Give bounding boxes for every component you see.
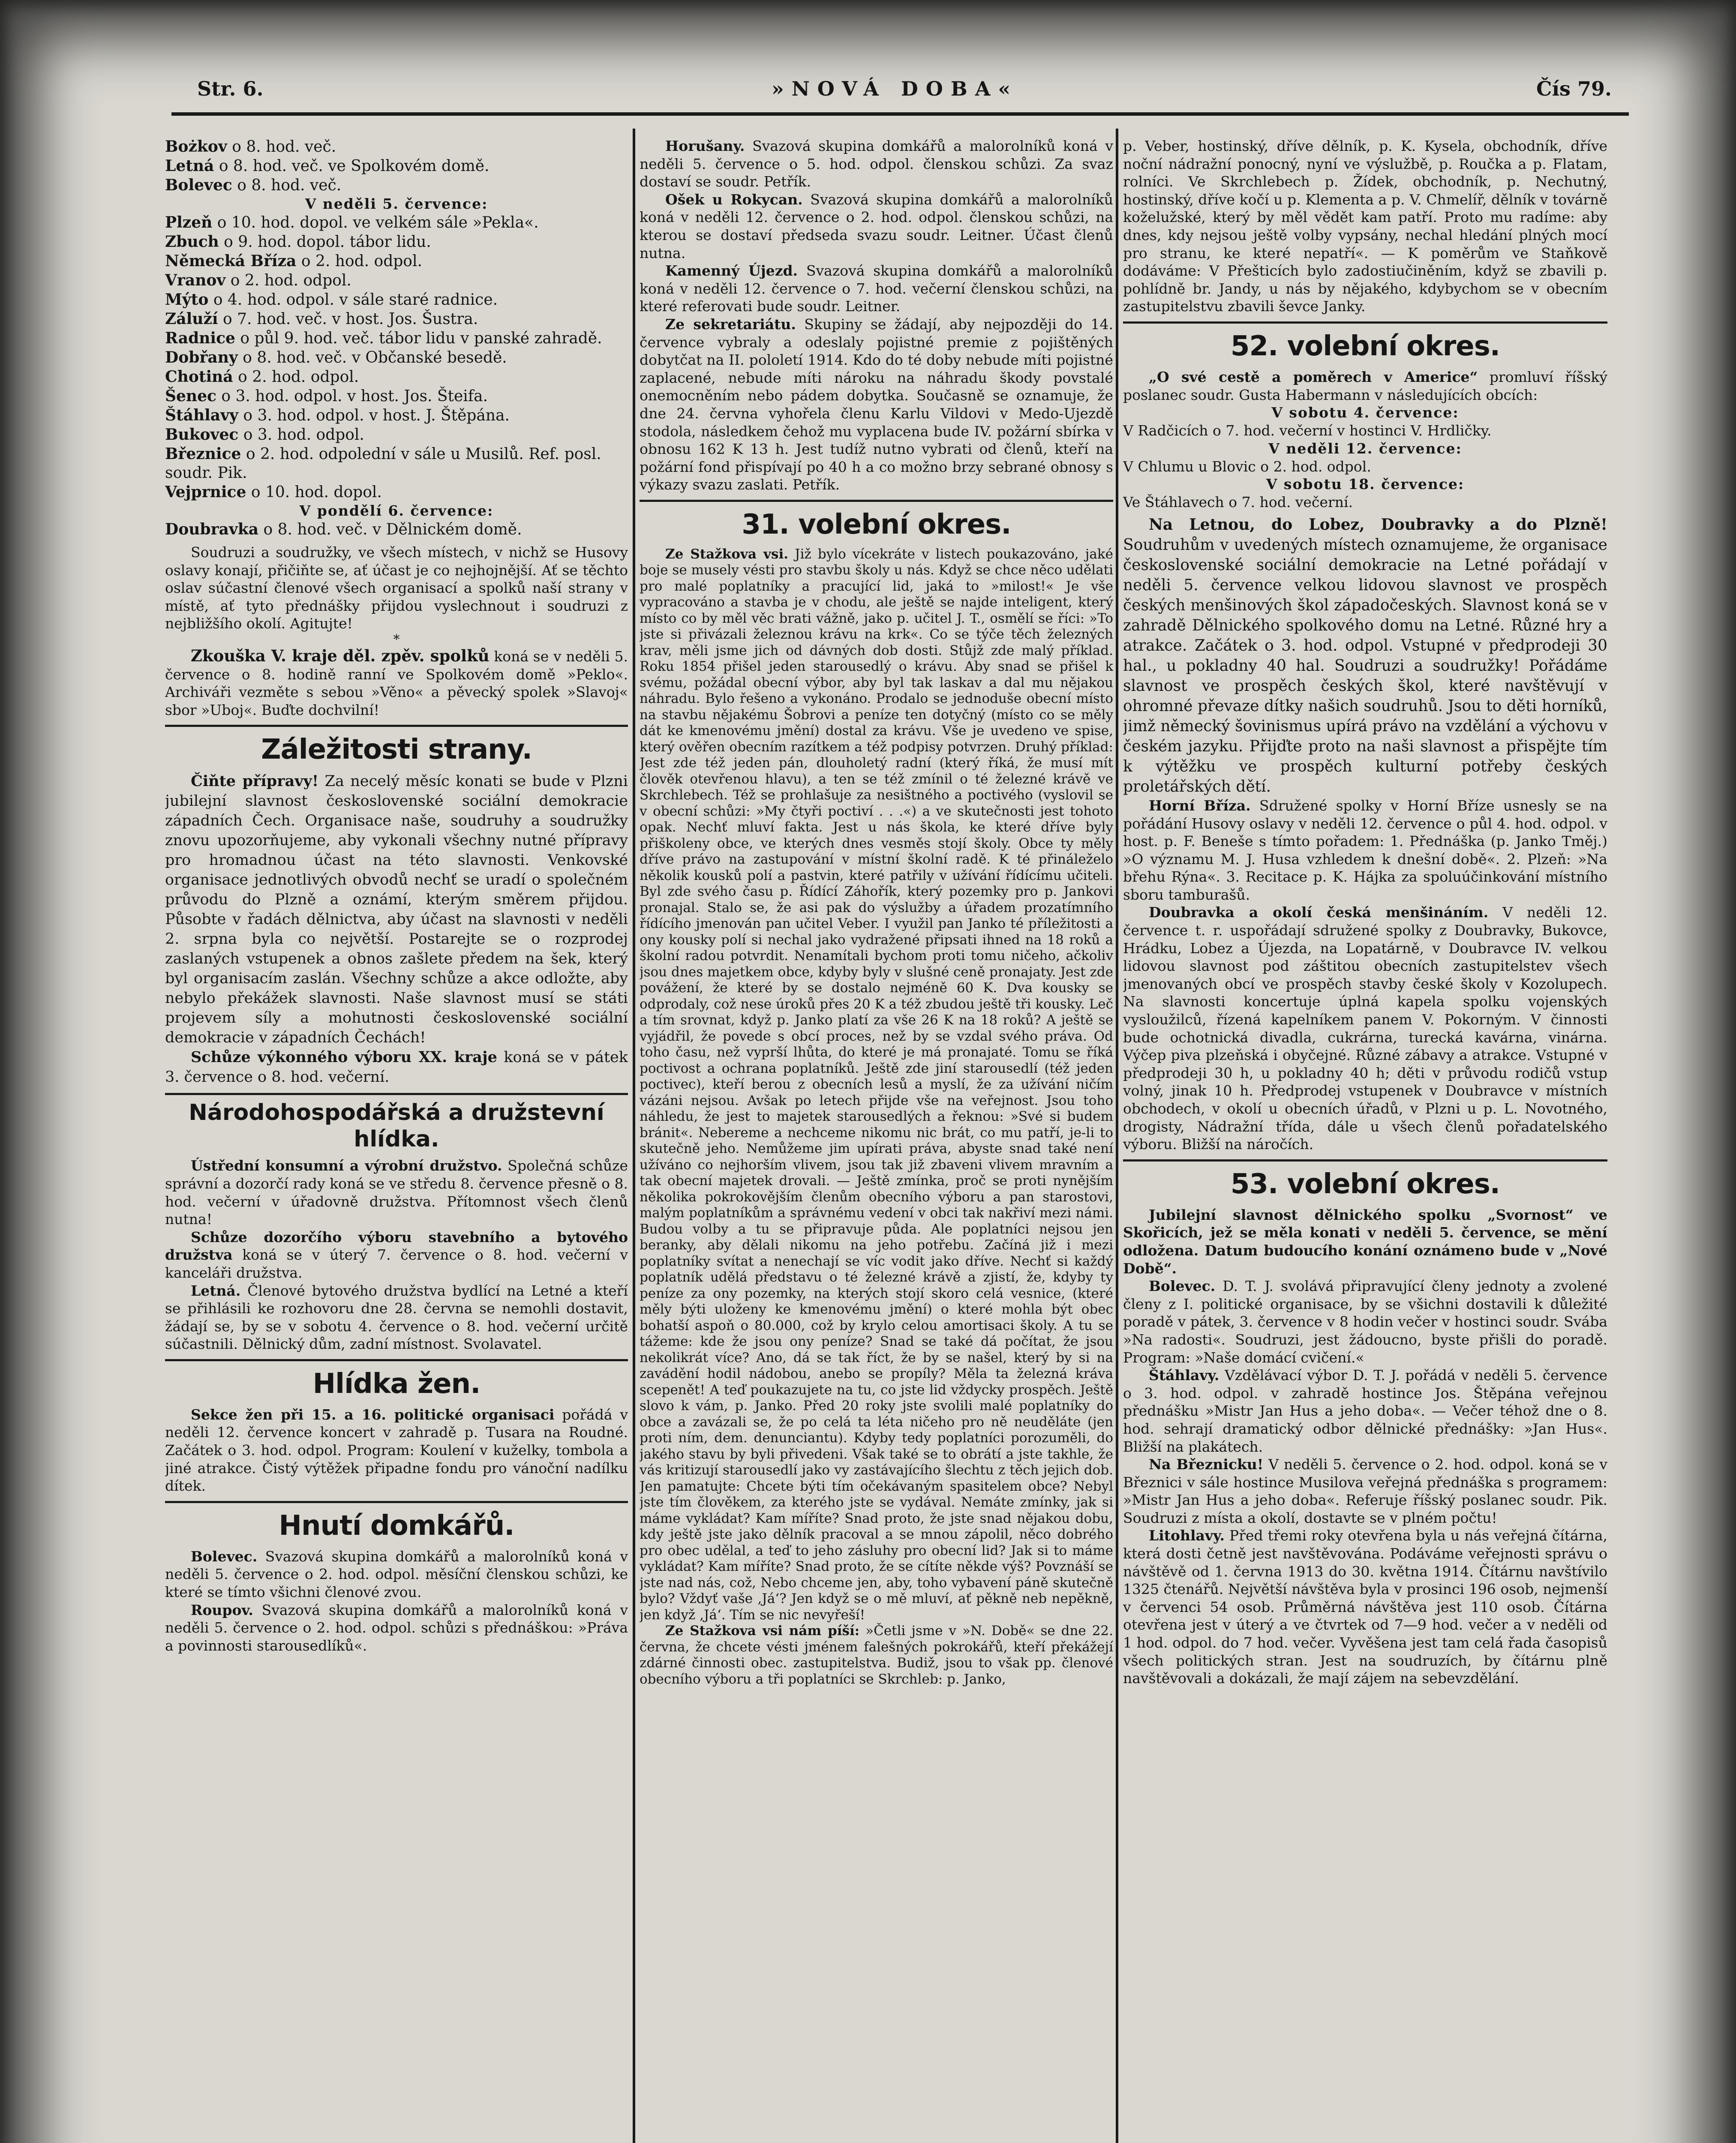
article-paragraph: Ze Stažkova vsi nám píší: »Četli jsme v »N. Době« se dne 22. června, že chcete vésti jménem falešných pokrokářů, kteří překážejí zdárné činnosti obec. zastupitelstva. Budiž, jsou to však pp. členové obecního výboru a tři poplatníci se Skrchleb: p. Janko, (640, 1623, 1113, 1687)
schedule-item: Plzeň o 10. hod. dopol. ve velkém sále »Pekla«. (165, 213, 539, 231)
article-paragraph: Soudruzi a soudružky, ve všech místech, v nichž se Husovy oslavy konají, přičiňte se, ať účast je co nejhojnější. Ať se těchto oslav súčastní členové všech organisací a spolků naší strany v místě, ať tyto přednášky přijdou vyslechnout i soudruzi z nejbližšího okolí. Agitujte! (165, 544, 628, 632)
issue-number: Čís 79. (1536, 77, 1612, 100)
column-divider (1116, 129, 1118, 2143)
article-paragraph: „O své cestě a poměrech v Americe“ promluví říšský poslanec soudr. Gusta Habermann v následujících obcích: (1123, 368, 1607, 403)
article-paragraph: Ústřední konsumní a výrobní družstvo. Společná schůze správní a dozorčí rady koná se ve středu 8. července přesně o 8. hod. večerní v úřadovně družstva. Přítomnost všech členů nutna! (165, 1157, 628, 1228)
article-paragraph: Roupov. Svazová skupina domkářů a malorolníků koná v neděli 5. července o 2. hod. odpol. schůzi s přednáškou: »Práva a povinnosti starousedlíků«. (165, 1601, 628, 1654)
schedule-day: V sobotu 18. července: (1266, 476, 1465, 493)
section-rule (1123, 1159, 1607, 1162)
article-paragraph: Na Březnicku! V neděli 5. července o 2. hod. odpol. koná se v Březnici v sále hostince Musilova veřejná přednáška s programem: »Mistr Jan Hus a jeho doba«. Referuje říšský poslanec soudr. Pik. Soudruzi z místa a okolí, dostavte se v plném počtu! (1123, 1456, 1607, 1526)
schedule-item: Březnice o 2. hod. odpolední v sále u Musilů. Ref. posl. soudr. Pik. (165, 445, 601, 482)
article-paragraph: Zkouška V. kraje děl. zpěv. spolků koná se v neděli 5. července o 8. hodině ranní ve Spolkovém domě »Peklo«. Archiváři vezměte s sebou »Věno« a pěvecký spolek »Slavoj« sbor »Uboj«. Buďte dochvilní! (165, 646, 628, 718)
schedule-item: Šenec o 3. hod. odpol. v host. Jos. Šteifa. (165, 387, 488, 405)
article-paragraph: Schůze výkonného výboru XX. kraje koná se v pátek 3. července o 8. hod. večerní. (165, 1048, 628, 1086)
schedule-item: Chotiná o 2. hod. odpol. (165, 368, 359, 386)
schedule-day: V neděli 12. července: (1268, 440, 1462, 457)
schedule-item: Ve Štáhlavech o 7. hod. večerní. (1123, 494, 1353, 511)
schedule-item: Mýto o 4. hod. odpol. v sále staré radnice. (165, 291, 498, 309)
article-paragraph: Na Letnou, do Lobez, Doubravky a do Plzně! Soudruhům v uvedených místech oznamujeme, že organisace československé sociální demokracie na Letné pořádají v neděli 5. července velkou lidovou slavnost ve prospěch českých menšinových škol západočeských. Slavnost koná se v zahradě Dělnického spolkového domu na Letné. Různé hry a atrakce. Začátek o 3. hod. odpol. Vstupné v předprodeji 30 hal., u pokladny 40 hal. Soudruzi a soudružky! Pořádáme slavnost ve prospěch českých škol, které navštěvují v ohromné převaze dítky našich soudruhů. Jsou to děti horníků, jimž německý šovinismus upírá právo na vzdělání a výchovu v českém jazyku. Přijďte proto na naši slavnost a přispějte tím k výtěžku ve prospěch kulturní potřeby českých proletářských dětí. (1123, 515, 1607, 795)
article-paragraph: Čiňte přípravy! Za necelý měsíc konati se bude v Plzni jubilejní slavnost československé sociální demokracie západních Čech. Organisace naše, soudruhy a soudružky znovu upozorňujeme, aby vykonali všechny nutné přípravy pro hromadnou účast na této slavnosti. Venkovské organisace jednotlivých obvodů nechť se uradí o společném průvodu do Plzně a oznámí, kterým směrem přijdou. Působte v řadách dělnictva, aby účast na slavnosti v neděli 2. srpna byla co největší. Postarejte se o rozprodej zaslaných vstupenek a obnos zašlete předem na šek, který byl organisacím zaslán. Všechny schůze a akce odložte, aby nebylo překážek slavnosti. Naše slavnost musí se státi projevem síly a mohutnosti československé sociální demokracie v západních Čechách! (165, 772, 628, 1047)
schedule-item: Bolevec o 8. hod. več. (165, 176, 342, 194)
section-heading: Hlídka žen. (312, 1368, 481, 1400)
section-heading: 31. volební okres. (742, 508, 1011, 540)
article-paragraph: Ze sekretariátu. Skupiny se žádají, aby nejpozději do 14. července vybraly a odeslaly pojistné premie z pojištěných dobytčat na II. pololetí 1914. Kdo do té doby nebude míti pojistné zaplacené, nebude míti nároku na náhradu škody povstalé onemocněním nebo pádem dobytka. Současně se oznamuje, že dne 24. června vyhořela členu Karlu Vildovi v Medo-Ujezdě stodola, následkem čehož mu vyplacena bude IV. požární sbírka v obnosu 162 K 13 h. Jest tudíž nutno vybrati od členů, kteří na požární fond přispívají po 40 h a co možno brzy sebrané obnosy s výkazy svazu zaslati. Petřík. (640, 315, 1113, 493)
separator-asterisk: * (393, 632, 400, 647)
section-rule (165, 1359, 628, 1361)
section-heading: Záležitosti strany. (261, 734, 532, 766)
column-middle (640, 137, 1113, 2143)
schedule-item: Bożkov o 8. hod. več. (165, 138, 336, 156)
section-rule (1123, 321, 1607, 324)
schedule-item: Bukovec o 3. hod. odpol. (165, 426, 364, 444)
article-paragraph: Schůze dozorčího výboru stavebního a bytového družstva koná se v úterý 7. července o 8. hod. večerní v kanceláři družstva. (165, 1228, 628, 1281)
schedule-list (165, 213, 628, 502)
schedule-item: Záluží o 7. hod. več. v host. Jos. Šustra. (165, 310, 478, 328)
schedule-item: V Chlumu u Blovic o 2. hod. odpol. (1123, 458, 1371, 475)
section-heading: 53. volební okres. (1230, 1168, 1500, 1200)
section-heading: 52. volební okres. (1230, 330, 1500, 362)
article-paragraph: Letná. Členové bytového družstva bydlící na Letné a kteří se přihlásili ke rozhovoru dne 28. června se nemohli dostavit, žádají se, by se v sobotu 4. července o 8. hod. večerní určitě súčastnili. Dělnický dům, zadní místnost. Svolavatel. (165, 1282, 628, 1353)
article-paragraph: Horní Bříza. Sdružené spolky v Horní Bříze usnesly se na pořádání Husovy oslavy v neděli 12. července o půl 4. hod. odpol. v host. p. F. Beneše s tímto pořadem: 1. Přednáška (p. Janko Tměj.) »O významu M. J. Husa vzhledem k dnešní době«. 2. Plzeň: »Na břehu Rýna«. 3. Recitace p. K. Hájka za spoluúčinkování místního sboru tamburašů. (1123, 797, 1607, 903)
schedule-item: Dobřany o 8. hod. več. v Občanské besedě. (165, 348, 507, 366)
section-rule (640, 500, 1113, 502)
schedule-item: V Radčicích o 7. hod. večerní v hostinci V. Hrdličky. (1123, 422, 1492, 439)
article-paragraph: p. Veber, hostinský, dříve dělník, p. K. Kysela, obchodník, dříve noční nádražní ponocný, nyní ve výslužbě, p. Roučka a p. Flatam, rolníci. Ve Skrchlebech p. Žídek, obchodník, p. Nechutný, hostinský, dříve kočí u p. Klementa a p. V. Chmelíř, dělník v továrně koželužské, který by měl vědět kam patří. Proto mu radíme: aby dnes, kdy nejsou ještě volby vypsány, nechal hledání plných mocí pro stranu, ke které nepatří«. — K poměrům ve Staňkově dodáváme: V Přešticích bylo zadostiučiněním, když se zbavili p. pohlídně br. Jandy, u nás by nějakého, kdybychom se v obecním zastupitelstvu zbavili ševce Janky. (1123, 138, 1607, 315)
page-header (171, 77, 1612, 111)
article-paragraph: Bolevec. D. T. J. svolává připravující členy jednoty a zvolené členy z I. politické organisace, by se všichni dostavili k důležité poradě v pátek, 3. července v 8 hodin večer v hostinci soudr. Svába »Na radosti«. Soudruzi, jest žádoucno, byste přišli do poradě. Program: »Naše domácí cvičení.« (1123, 1278, 1607, 1366)
schedule-item: Zbuch o 9. hod. dopol. tábor lidu. (165, 233, 431, 251)
article-paragraph: Ošek u Rokycan. Svazová skupina domkářů a malorolníků koná v neděli 12. července o 2. hod. odpol. členskou schůzi, na kterou se dostaví předseda svazu soudr. Leitner. Účast členů nutna. (640, 191, 1113, 261)
signature: Svolavatel. (463, 1336, 542, 1353)
article-paragraph: Litohlavy. Před třemi roky otevřena byla u nás veřejná čítárna, která dosti četně jest navštěvována. Podáváme veřejnosti správu o návštěvě od 1. června 1913 do 30. května 1914. Čítárnu navštívilo 1325 čtenářů. Největší návštěva byla v prosinci 196 osob, nejmenší v červenci 54 osob. Průměrná návštěva jest 110 osob. Čítárna otevřena jest v úterý a ve čtvrtek od 7—9 hod. večer a v neděli od 1 hod. odpol. do 7 hod. večer. Vyvěšena jest tam celá řada časopisů všech politických stran. Jest na soudruzích, by čítárnu plně navštěvovali a dokázali, že mají zájem na sebevzdělání. (1123, 1527, 1607, 1687)
section-heading: Hnutí domkářů. (279, 1510, 514, 1542)
article-paragraph: Kamenný Újezd. Svazová skupina domkářů a malorolníků koná v neděli 12. července o 7. hod. večerní členskou schůzi, na které referovati bude soudr. Leitner. (640, 262, 1113, 315)
article-paragraph: Jubilejní slavnost dělnického spolku „Svornost“ ve Skořicích, jež se měla konati v neděli 5. července, se mění odložena. Datum budoucího konání oznámeno bude v „Nové Době“. (1123, 1206, 1607, 1277)
schedule-day: V neděli 5. července: (305, 195, 488, 212)
schedule-item: Vejprnice o 10. hod. dopol. (165, 483, 382, 501)
article-paragraph: Štáhlavy. Vzdělávací výbor D. T. J. pořádá v neděli 5. července o 3. hod. odpol. v zahradě hostince Jos. Štěpána veřejnou přednášku »Mistr Jan Hus a jeho doba«. — Večer téhož dne o 8. hod. sehrají dramatický odbor dělnické přednášky: »Jan Hus«. Bližší na plakátech. (1123, 1367, 1607, 1455)
article-paragraph: Ze Stažkova vsi. Již bylo vícekráte v listech poukazováno, jaké boje se musely vésti pro stavbu školy u nás. Když se chce něco udělati pro malé poplatníky a pracující lid, jaká to »milost!« Je vše vypracováno a stavba je v chodu, ale ještě se najde inteligent, který místo co by měl věc brati vážně, jako p. učitel J. T., osmělí se říci: »To jste si přivázali železnou krávu na krk«. Co se týče těch železných krav, měli jsme jich od dávných dob dosti. Stůjž zde malý příklad. Roku 1854 přišel jeden starousedlý o krávu. Aby snad se přišel k svému, požádal obecní výbor, aby byl tak laskav a dal mu nějakou náhradu. Bylo řešeno a vykonáno. Prodalo se jednoduše obecní místo na stavbu nějakému Šobrovi a peníze ten dotyčný (místo co se měly dát ke kmenovému jmění) dostal za krávu. Vše je uvedeno ve spise, který ověřen obecním razítkem a též podpisy potvrzen. Druhý příklad: Jest zde též jeden pán, dlouholetý radní (který říká, že musí mít člověk otevřenou hlavu), a ten se též zmínil o té železné krávě ve Skrchlebech. Též se prohlašuje za nesištného a poctivého (vyslovil se v obecní schůzi: »My čtyři poctiví . . .«) a ve skutečnosti jest tohoto opak. Nechť mluví fakta. Jest u nás škola, ke které dříve byly přiškoleny obce, ve kterých dnes vesměs stojí školy. Obce ty měly dříve právo na zastupování v místní školní radě. K té přináleželo několik kousků polí a pastvin, které patřily v užívání řídícímu učiteli. Byl zde svého času p. Řídící Záhořík, který pozemky pro p. Jankovi pronajal. Stalo se, že asi pak do výslužby a úřadem prozatímního řídícího jmenován pan učitel Veber. I využil pan Janko té příležitosti a ony kousky polí si nechal jako vydražené připsati ihned na 18 roků a školní radou potvrdit. Nenamítali bychom proti tomu ničeho, ačkoliv jsou dnes majetkem obce, kdyby byly v slušné ceně pronajaty. Jest zde povážení, že které by se dostalo nejméně 60 K. Dva kousky se odprodaly, což nese úroků přes 20 K a též zbudou ještě tři kousky. Leč a tím srovnat, když p. Janko platí za vše 26 K na 18 roků? A ještě se vyjádřil, že povede s obcí proces, než by se vzdal svého práva. Od toho času, než vyprší lhůta, do které je má pronajaté. Tomu se říká poctivost a ochrana poplatníků. Ještě zde jiní starousedlí (též jeden poctivec), kteří berou z obecních lesů a myslí, že za užívání ničím vázáni nejsou. Avšak po letech přijde vše na veřejnost. Jsou toho náhledu, že jest to majetek starousedlých a řeknou: »Své si budem bránit«. Nebereme a nechceme nikomu nic brát, co mu patří, je-li to skutečně jeho. Nemůžeme jim upírati práva, abyste snad také není užíváno co nejhorším vlivem, jsou tak již zbaveni vlivem mravním a tak obecní majetek drovali. — Ještě zmínka, proč se proti nynějším několika pokrokovějším členům obecního výboru a pan starostovi, malým poplatníkům a správnému vedení v obci tak nakřiví mezi námi. Budou volby a tu se připravuje půda. Ale poplatníci nejsou jen beranky, aby dělali nikomu na jeho potřebu. Začíná již i mezi poplatníky svítat a nenechají se víc vodit jako dříve. Nechť si každý poplatník udělá představu o té železné krávě a zjistí, že, kdyby ty peníze za ony pozemky, na kterých stojí skoro celá vesnice, (které měly býti uloženy ke kmenovému jmění) o které mohla být obec bohatší aspoň o 80.000, což by krylo celou amortisaci školy. A tu se tážeme: kde že jsou ony peníze? Snad se také dá počítat, že jsou nekolikrát více? Ano, dá se tak říct, že by se našel, který by si na zavádění hodil nádobou, anebo se propíly? Měla ta železná kráva scepenět! A teď poukazujete na tu, co jste lid vždycky prospěch. Ještě slovo k vám, p. Janko. Před 20 roky jste svolili malé poplatníky do obce a zavázali se, že po celá ta léta ničeho pro ně neuděláte (jen proti ním, dem. denunciantu). Kdyby tedy poplatníci porozuměli, do jakého stavu by byli přivedeni. Však také se to obrátí a jste takhle, že vás kritizují starousedlí jako vy zastávajícího šlechtu z těch jejich dob. Jen pamatujte: Chcete býti tím očekávaným spasitelem obce? Nebyl jste tím člověkem, za kterého jste se vydával. Nemáte zmínky, jak si máme vykládat? Kam míříte? Snad proto, že jste snad nějakou dobu, kdy ještě jste jako dělník pracoval a se mnou zápolil, něco dobrého pro obec udělal, a teď to jeho zásluhy pro obecní lid? Jak si to máme vykládat? Kam míříte? Snad proto, že se cítíte někde výš? Povznáší se jste nad nás, což, Nebo chceme jen, aby, toho vybavení páně skutečně bylo? Vždyť vaše ,Já‘? Jen když se o mě mluví, ať pěkně neb nepěkně, jen když ,Já‘. Tím se nic nevyřeší! (640, 546, 1113, 1623)
section-rule (165, 725, 628, 727)
article-paragraph: Horušany. Svazová skupina domkářů a malorolníků koná v neděli 5. července o 5. hod. odpol. členskou schůzi. Za svaz dostaví se soudr. Petřík. (640, 138, 1113, 190)
schedule-item: Doubravka o 8. hod. več. v Dělnickém domě. (165, 520, 522, 538)
schedule-item: Vranov o 2. hod. odpol. (165, 271, 351, 289)
schedule-item: Radnice o půl 9. hod. več. tábor lidu v panské zahradě. (165, 329, 602, 347)
article-paragraph: Doubravka a okolí česká menšináním. V neděli 12. července t. r. uspořádají sdružené spolky z Doubravky, Bukovce, Hrádku, Lobez a Újezda, na Lopatárně, v Doubravce IV. velkou lidovou slavnost pod záštitou obecních zastupitelstev všech jmenovaných obcí ve prospěch stavby české školy v Kozolupech. Na slavnosti koncertuje úplná kapela spolku vojenských vysloužilců, řízená kapelníkem panem V. Pokorným. V činnosti bude ochotnická divadla, cukrárna, turecká kavárna, vinárna. Výčep piva plzeňská i obyčejné. Různé zábavy a atrakce. Vstupné v předprodeji 30 h, u pokladny 40 h; děti v průvodu rodičů vstup volný, jinak 10 h. Předprodej vstupenek v Doubravce v místních obchodech, v okolí u obecních úřadů, v Plzni u p. L. Novotného, drogisty, Nádražní třída, dále u všech členů pořadatelského výboru. Bližší na náročích. (1123, 904, 1607, 1153)
newspaper-title: »NOVÁ DOBA« (772, 77, 1018, 100)
section-heading: Národohospodářská a družstevní hlídka. (189, 1100, 604, 1153)
article-paragraph: Bolevec. Svazová skupina domkářů a malorolníků koná v neděli 5. července o 2. hod. odpol. měsíční členskou schůzi, ke které se tímto všichni členové zvou. (165, 1548, 628, 1601)
schedule-day: V sobotu 4. července: (1271, 404, 1459, 421)
section-rule (165, 1093, 628, 1095)
column-divider (633, 129, 635, 2143)
page-number: Str. 6. (197, 77, 264, 100)
header-rule (171, 112, 1629, 116)
column-right (1123, 137, 1607, 2143)
schedule-item: Německá Bříza o 2. hod. odpol. (165, 252, 422, 270)
schedule-item: Štáhlavy o 3. hod. odpol. v host. J. Štěpána. (165, 406, 510, 424)
schedule-list (165, 137, 628, 195)
section-rule (165, 1501, 628, 1503)
article-paragraph: Sekce žen při 15. a 16. politické organisaci pořádá v neděli 12. července koncert v zahradě p. Tusara na Roudné. Začátek o 3. hod. odpol. Program: Koulení v kuželky, tombola a jiné atrakce. Čistý výtěžek připadne fondu pro vánoční nadílku dítek. (165, 1406, 628, 1495)
schedule-item: Letná o 8. hod. več. ve Spolkovém domě. (165, 157, 490, 175)
schedule-day: V pondělí 6. července: (299, 502, 494, 519)
column-left (165, 137, 628, 2143)
